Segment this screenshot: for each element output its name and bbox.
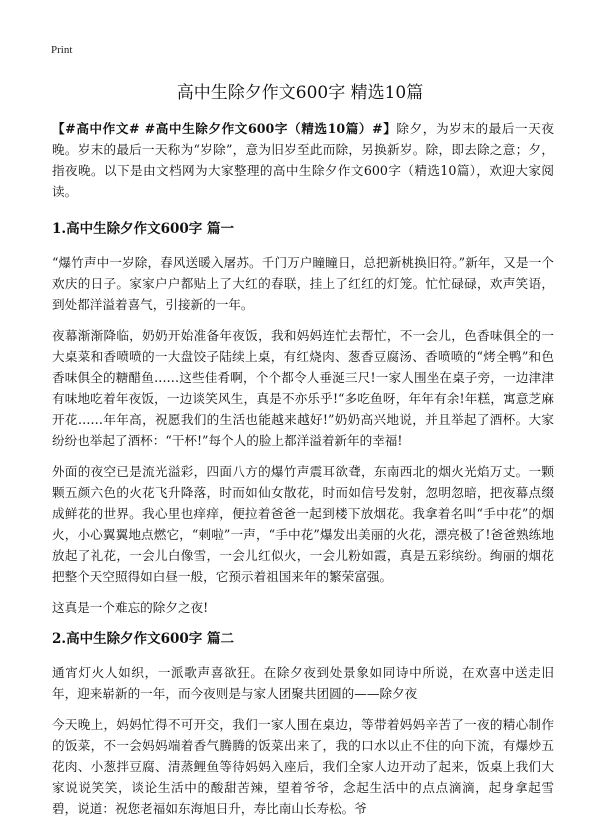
page-title: 高中生除夕作文600字 精选10篇 (176, 83, 424, 103)
section-1-paragraph: “爆竹声中一岁除，春风送暖入屠苏。千门万户瞳瞳日，总把新桃换旧符。”新年，又是一个欢庆的日子。家家户户都贴上了大红的春联，挂上了红红的灯笼。忙忙碌碌，欢声笑语，到处都洋溢着喜气，引接新的一年。 (52, 255, 554, 312)
section-2-paragraph: 今天晚上，妈妈忙得不可开交，我们一家人围在桌边，等带着妈妈辛苦了一夜的精心制作的饭菜，不一会妈妈端着香气腾腾的饭菜出来了，我的口水以止不住的向下流，有爆炒五花肉、小葱拌豆腐、清蒸鲤鱼等待妈妈入座后，我们全家人边开动了起来，饭桌上我们大家说说笑笑，谈论生活中的酸甜苦辣，望着爷爷，念起生活中的点点滴滴，起身拿起雪碧，说道：祝您老福如东海旭日升，寿比南山长寿松。爷 (52, 717, 554, 816)
section-1-paragraph: 夜幕渐渐降临，奶奶开始准备年夜饭，我和妈妈连忙去帮忙，不一会儿，色香味俱全的一大桌菜和香喷喷的一大盘饺子陆续上桌，有红烧肉、葱香豆腐汤、香喷喷的“烤全鸭”和色香味俱全的糖醋鱼……这些佳肴啊，个个都令人垂涎三尺!一家人围坐在桌子旁，一边津津有味地吃着年夜饭，一边谈笑风生，真是不亦乐乎!“多吃鱼呀，年年有余!年糕，寓意芝麻开花……年年高，祝愿我们的生活也能越来越好!”奶奶高兴地说，并且举起了酒杯。大家纷纷也举起了酒杯：“干杯!”每个人的脸上都洋溢着新年的幸福! (52, 328, 554, 448)
article-body (52, 118, 554, 829)
print-link[interactable]: Print (51, 44, 73, 56)
intro-paragraph (52, 118, 554, 202)
section-1-paragraph: 这真是一个难忘的除夕之夜! (52, 600, 209, 615)
intro-text: 除夕，为岁末的最后一天夜晚。岁末的最后一天称为“岁除”，意为旧岁至此而除，另换新岁。除，即去除之意；夕，指夜晚。以下是由文档网为大家整理的高中生除夕作文600字（精选10篇），欢迎大家阅读。 (52, 121, 555, 199)
section-2-paragraph: 通宵灯火人如织，一派歌声喜欲狂。在除夕夜到处景象如同诗中所说，在欢喜中送走旧年，迎来崭新的一年，而今夜则是与家人团聚共团圆的——除夕夜 (52, 665, 554, 701)
intro-tags: 【#高中作文# #高中生除夕作文600字（精选10篇）#】 (52, 121, 397, 136)
section-heading-1: 1.高中生除夕作文600字 篇一 (52, 221, 234, 237)
section-1-paragraph: 外面的夜空已是流光溢彩，四面八方的爆竹声震耳欲聋，东南西北的烟火光焰万丈。一颗颗五颜六色的火花飞升降落，时而如仙女散花，时而如信号发射，忽明忽暗，把夜幕点缀成鲜花的世界。我心里也痒痒，便拉着爸爸一起到楼下放烟花。我拿着名叫“手中花”的烟火，小心翼翼地点燃它，“刺啦”一声，“手中花”爆发出美丽的火花，漂亮极了!爸爸熟练地放起了礼花，一会儿白像雪，一会儿红似火，一会儿粉如霞，真是五彩缤纷。绚丽的烟花把整个天空照得如白昼一般，它预示着祖国来年的繁荣富强。 (52, 464, 554, 584)
section-heading-2: 2.高中生除夕作文600字 篇二 (52, 631, 234, 647)
